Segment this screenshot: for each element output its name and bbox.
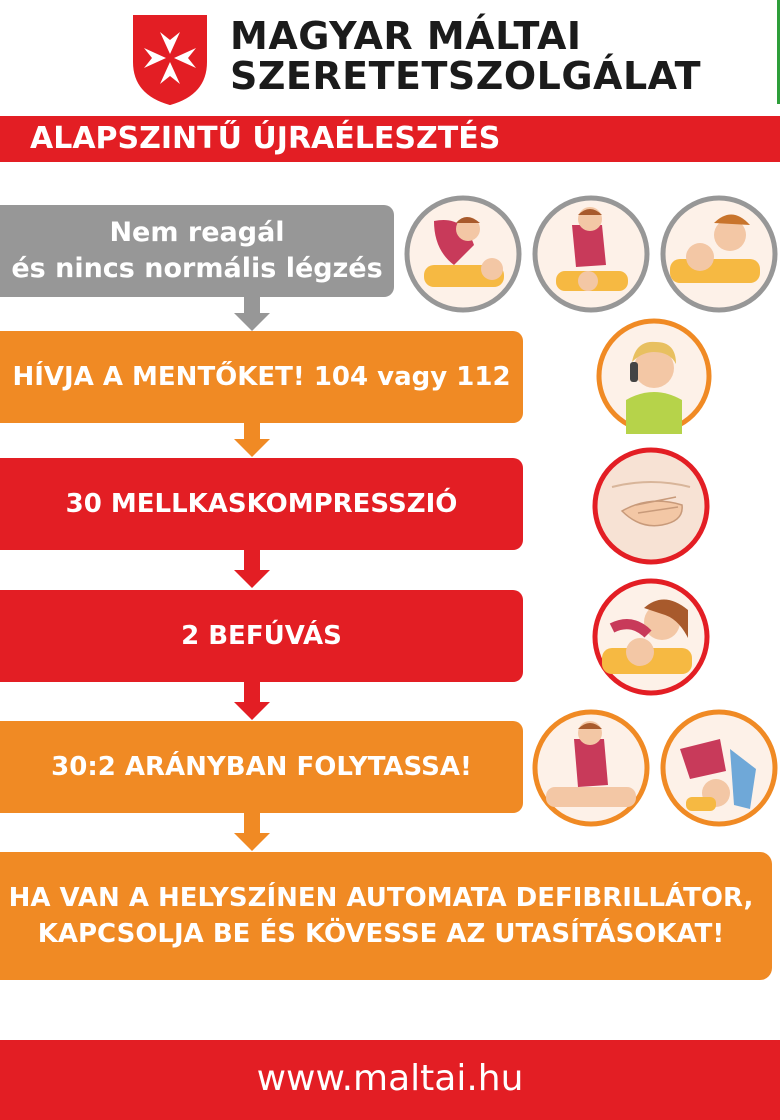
- step-unresponsive-line1: Nem reagál: [109, 217, 285, 248]
- step-call-ambulance: [0, 331, 523, 423]
- down-arrow-icon: [232, 297, 272, 333]
- compressions-cycle-illustration: [532, 709, 650, 827]
- breaths-cycle-illustration: [660, 709, 778, 827]
- organization-name-line2: SZERETETSZOLGÁLAT: [230, 54, 702, 98]
- step-continue-ratio-text: 30:2 ARÁNYBAN FOLYTASSA!: [51, 752, 472, 782]
- down-arrow-icon: [232, 423, 272, 459]
- step-chest-compressions-text: 30 MELLKASKOMPRESSZIÓ: [65, 489, 458, 519]
- step-defibrillator: [0, 852, 772, 980]
- header: [0, 0, 780, 116]
- step-unresponsive: [0, 205, 394, 297]
- step-defibrillator-line1: HA VAN A HELYSZÍNEN AUTOMATA DEFIBRILLÁTOR,: [8, 883, 754, 913]
- rescuer-checking-breathing-illustration: [532, 195, 650, 313]
- rescue-breath-illustration: [592, 578, 710, 696]
- website-link[interactable]: www.maltai.hu: [256, 1058, 524, 1099]
- down-arrow-icon: [232, 682, 272, 722]
- step-rescue-breaths-text: 2 BEFÚVÁS: [181, 621, 342, 651]
- step-unresponsive-line2: és nincs normális légzés: [11, 253, 383, 284]
- title-bar: [0, 116, 780, 162]
- down-arrow-icon: [232, 813, 272, 853]
- rescuer-checking-response-illustration: [404, 195, 522, 313]
- organization-name-line1: MAGYAR MÁLTAI: [230, 14, 582, 58]
- step-continue-ratio: [0, 721, 523, 813]
- step-unresponsive-text: [0, 215, 394, 287]
- step-call-ambulance-text: HÍVJA A MENTŐKET! 104 vagy 112: [12, 362, 511, 392]
- step-chest-compressions: [0, 458, 523, 550]
- step-rescue-breaths: [0, 590, 523, 682]
- page-title: ALAPSZINTŰ ÚJRAÉLESZTÉS: [30, 121, 501, 156]
- person-calling-phone-illustration: [596, 318, 712, 434]
- maltese-cross-shield-icon: [130, 14, 210, 106]
- airway-check-illustration: [660, 195, 778, 313]
- hands-on-chest-illustration: [592, 447, 710, 565]
- down-arrow-icon: [232, 550, 272, 590]
- step-defibrillator-line2: KAPCSOLJA BE ÉS KÖVESSE AZ UTASÍTÁSOKAT!: [37, 919, 725, 949]
- step-defibrillator-text: [0, 880, 772, 952]
- organization-name: [230, 16, 701, 96]
- footer: [0, 1040, 780, 1120]
